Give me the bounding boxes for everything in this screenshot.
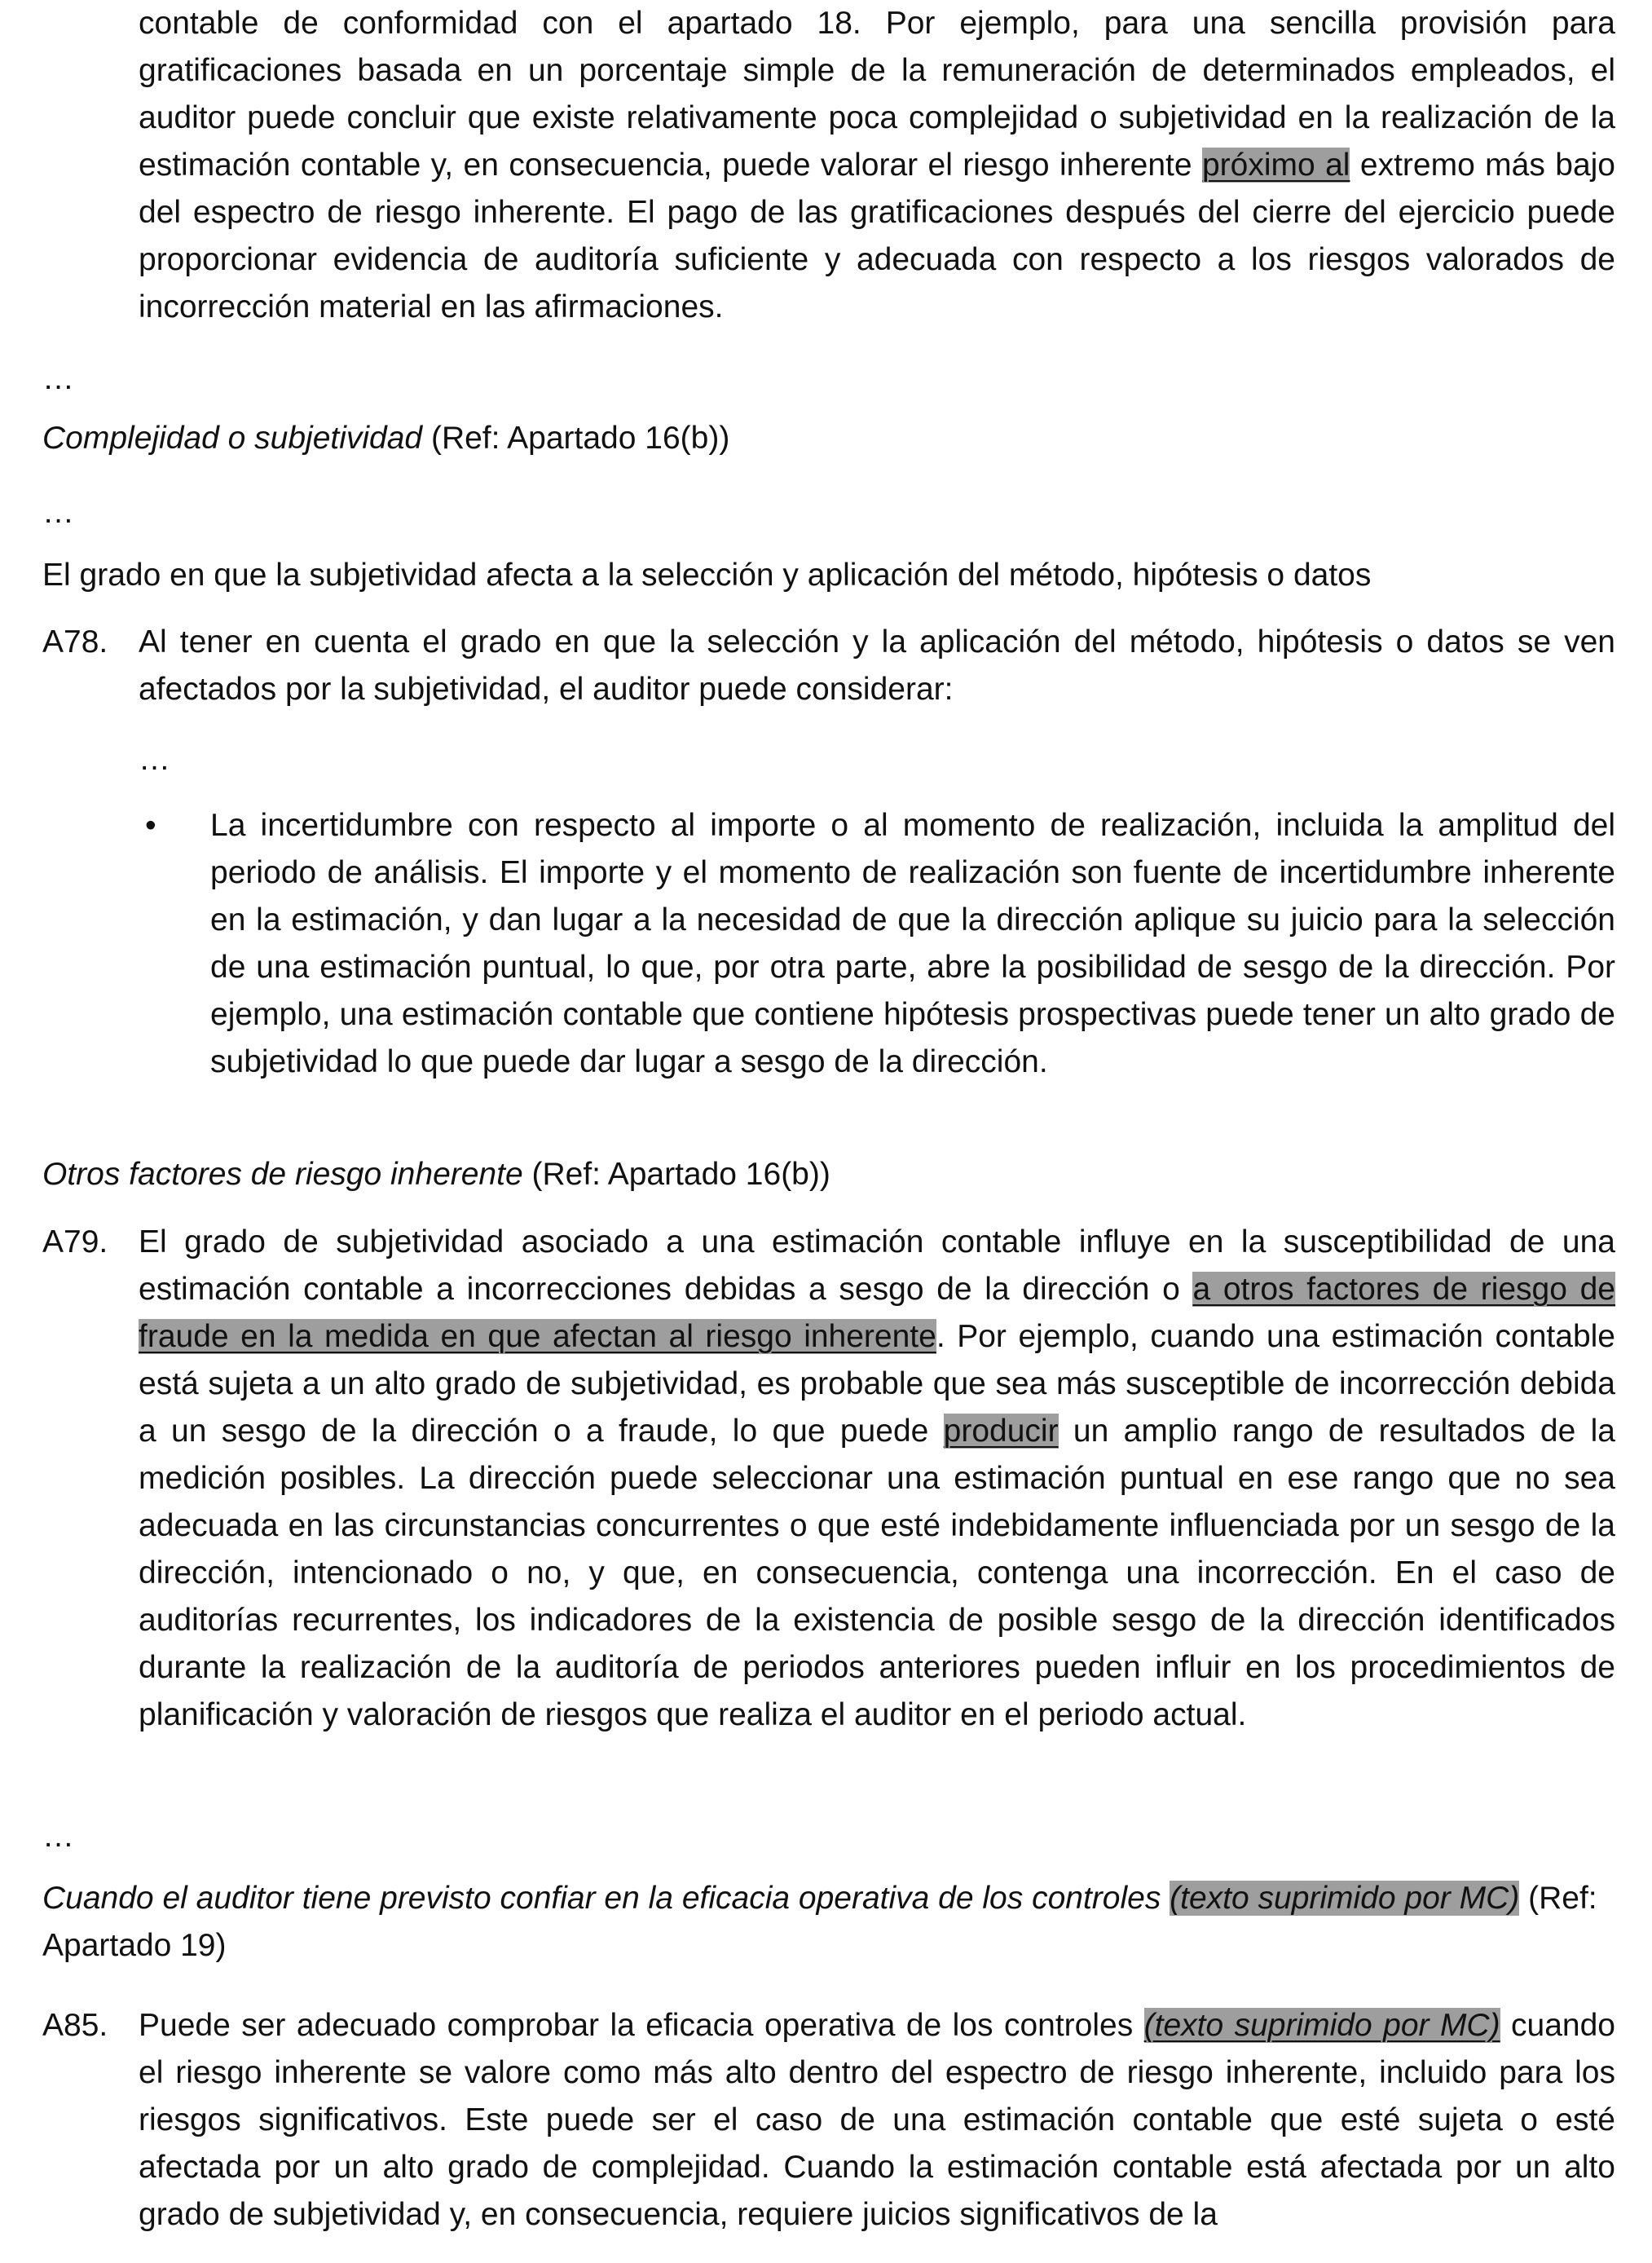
highlight-producir: producir [943, 1414, 1059, 1449]
a79-text-cont: . Por ejemplo, cuando una estimación contable está sujeta a un alto grado de subjetividad, es probable que sea más susceptible de incorrección debida a un sesgo de la dirección o a fraude, lo que puede [139, 1319, 1615, 1449]
paragraph-a85 [139, 2002, 1615, 2239]
heading-italic: Complejidad o subjetividad [42, 421, 423, 456]
a79-text: El grado de subjetividad asociado a una estimación contable influye en la susceptibilidad de una estimación contable a incorrecciones debidas a sesgo de la dirección o [139, 1224, 1615, 1307]
a79-text-end: un amplio rango de resultados de la medición posibles. La dirección puede seleccionar una estimación puntual en ese rango que no sea adecuada en las circunstancias concurrentes o que esté indebidamente influenciada por un sesgo de la dirección, intencionado o no, y que, en consecuencia, contenga una incorrección. En el caso de auditorías recurrentes, los indicadores de la existencia de posible sesgo de la dirección identificados durante la realización de la auditoría de periodos anteriores pueden influir en los procedimientos de planificación y valoración de riesgos que realiza el auditor en el periodo actual. [139, 1414, 1615, 1732]
paragraph-number-a78: A78. [42, 624, 108, 659]
bullet-item-incertidumbre: La incertidumbre con respecto al importe o al momento de realización, incluida la amplitud del periodo de análisis. El importe y el momento de realización son fuente de incertidumbre inherente en la estimación, y dan lugar a la necesidad de que la dirección aplique su juicio para la selección de una estimación puntual, lo que, por otra parte, abre la posibilidad de sesgo de la dirección. Por ejemplo, una estimación contable que contiene hipótesis prospectivas puede tener un alto grado de subjetividad lo que puede dar lugar a sesgo de la dirección. [210, 808, 1615, 1079]
highlight-texto-suprimido: (texto suprimido por MC) [1143, 2008, 1500, 2043]
a85-text-cont: cuando el riesgo inherente se valore como más alto dentro del espectro de riesgo inherente, incluido para los riesgos significativos. Este puede ser el caso de una estimación contable que esté sujeta o esté afectada por un alto grado de complejidad. Cuando la estimación contable está afectada por un alto grado de subjetividad y, en consecuencia, requiere juicios significativos de la [139, 2008, 1615, 2232]
highlight-texto-suprimido: (texto suprimido por MC) [1170, 1881, 1520, 1916]
paragraph-number-a79: A79. [42, 1224, 108, 1259]
ellipsis-1: … [42, 361, 74, 396]
section-heading-complejidad [42, 415, 1615, 462]
ellipsis-2: … [42, 495, 74, 530]
intro-text-cont: extremo más bajo del espectro de riesgo inherente. El pago de las gratificaciones después del cierre del ejercicio puede proporcionar evidencia de auditoría suficiente y adecuada con respecto a los riesgos valorados de incorrección material en las afirmaciones. [139, 148, 1615, 324]
heading-ref: (Ref: Apartado 16(b)) [522, 1157, 830, 1192]
heading-italic: Otros factores de riesgo inherente [42, 1157, 523, 1192]
intro-paragraph [139, 0, 1615, 331]
ellipsis-3: … [139, 742, 170, 777]
paragraph-a78: Al tener en cuenta el grado en que la selección y la aplicación del método, hipótesis o datos se ven afectados por la subjetividad, el auditor puede considerar: [139, 624, 1615, 707]
ellipsis-4: … [42, 1819, 74, 1854]
paragraph-number-a85: A85. [42, 2008, 108, 2043]
paragraph-a79 [139, 1219, 1615, 1739]
heading-ref: (Ref: Apartado 19) [42, 1881, 1597, 1963]
section-heading-eficacia-controles [42, 1875, 1615, 1970]
section-heading-otros-factores [42, 1151, 1615, 1198]
a85-text: Puede ser adecuado comprobar la eficacia operativa de los controles [139, 2008, 1144, 2043]
intro-text: contable de conformidad con el apartado 18. Por ejemplo, para una sencilla provisión para gratificaciones basada en un porcentaje simple de la remuneración de determinados empleados, el auditor puede concluir que existe relativamente poca complejidad o subjetividad en la realización de la estimación contable y, en consecuencia, puede valorar el riesgo inherente [139, 6, 1615, 183]
heading-italic: Cuando el auditor tiene previsto confiar en la eficacia operativa de los controles [42, 1881, 1170, 1916]
bullet-icon: • [145, 808, 156, 843]
heading-ref: (Ref: Apartado 16(b)) [422, 421, 730, 456]
highlight-proximo-al: próximo al [1201, 148, 1350, 183]
highlight-otros-factores: a otros factores de riesgo de fraude en la medida en que afectan al riesgo inherente [139, 1272, 1615, 1354]
subheading-subjetividad: El grado en que la subjetividad afecta a la selección y aplicación del método, hipótesis o datos [42, 558, 1372, 593]
